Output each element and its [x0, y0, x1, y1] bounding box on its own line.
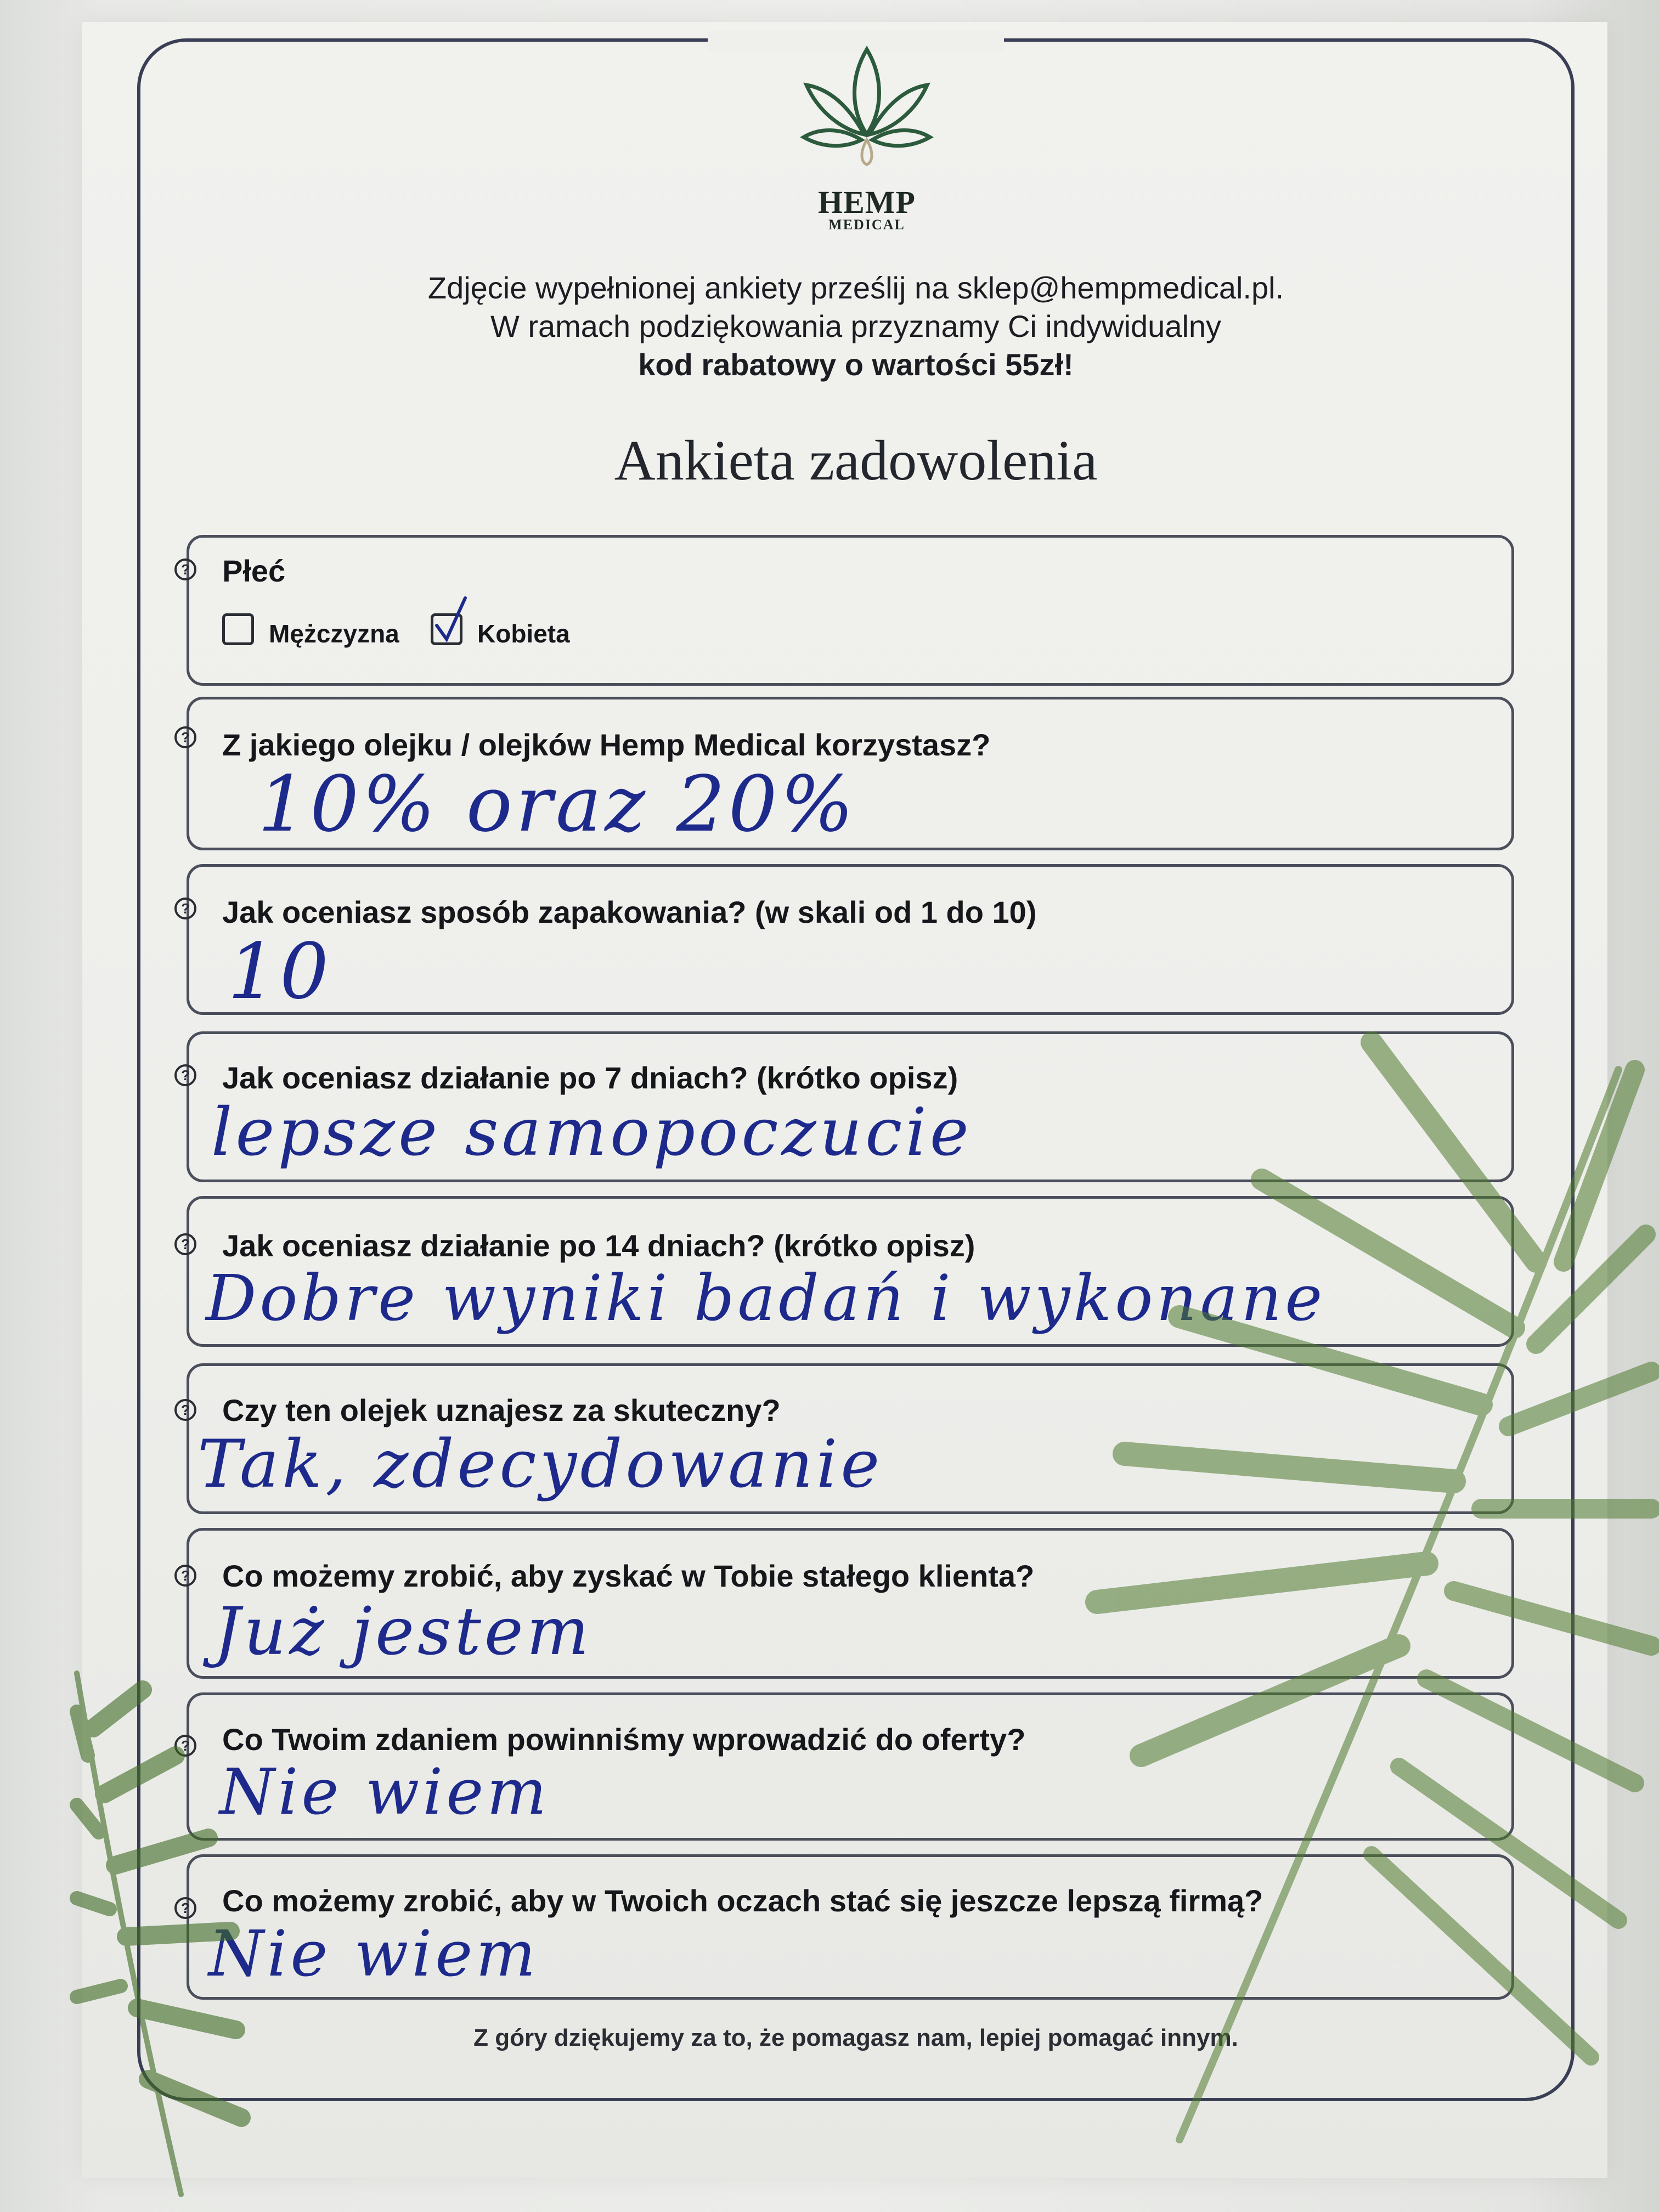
intro-line-2: W ramach podziękowania przyznamy Ci indywidualny [490, 309, 1222, 343]
option-female-label: Kobieta [477, 619, 570, 648]
option-male-label: Mężczyzna [269, 619, 399, 648]
question-mark-icon: ? [174, 1233, 196, 1255]
question-mark-icon: ? [174, 726, 196, 748]
question-mark-icon: ? [174, 1735, 196, 1757]
question-label-1: Z jakiego olejku / olejków Hemp Medical korzystasz? [222, 727, 991, 762]
answer-3[interactable]: lepsze samopoczucie [211, 1094, 972, 1171]
question-label-8: Co możemy zrobić, aby w Twoich oczach stać się jeszcze lepszą firmą? [222, 1883, 1263, 1918]
brand-subtitle: MEDICAL [828, 217, 905, 233]
question-label-7: Co Twoim zdaniem powinniśmy wprowadzić do oferty? [222, 1722, 1026, 1757]
question-mark-icon: ? [174, 898, 196, 919]
question-mark-icon: ? [174, 1399, 196, 1421]
question-mark-icon: ? [174, 1565, 196, 1587]
intro-text [307, 269, 1404, 384]
intro-line-3: kod rabatowy o wartości 55zł! [638, 347, 1074, 382]
answer-7[interactable]: Nie wiem [219, 1756, 550, 1829]
question-mark-icon: ? [174, 1897, 196, 1919]
checkbox-female[interactable] [431, 613, 462, 645]
answer-4[interactable]: Dobre wyniki badań i wykonane [206, 1262, 1326, 1335]
gender-box [187, 535, 1514, 686]
brand-name: HEMP [818, 184, 916, 220]
question-label-4: Jak oceniasz działanie po 14 dniach? (krótko opisz) [222, 1228, 975, 1263]
question-mark-icon: ? [174, 558, 196, 580]
question-label-5: Czy ten olejek uznajesz za skuteczny? [222, 1393, 781, 1427]
gender-label: Płeć [222, 554, 286, 588]
answer-1[interactable]: 10% oraz 20% [258, 760, 857, 849]
footer-thanks: Z góry dziękujemy za to, że pomagasz nam, lepiej pomagać innym. [473, 2024, 1238, 2051]
checkbox-male[interactable] [222, 613, 254, 645]
survey-title: Ankieta zadowolenia [614, 429, 1098, 492]
question-box-2 [187, 864, 1514, 1015]
intro-line-1: Zdjęcie wypełnionej ankiety prześlij na sklep@hempmedical.pl. [427, 270, 1284, 305]
answer-6[interactable]: Już jestem [214, 1594, 592, 1670]
question-label-6: Co możemy zrobić, aby zyskać w Tobie stałego klienta? [222, 1559, 1035, 1593]
question-label-2: Jak oceniasz sposób zapakowania? (w skali od 1 do 10) [222, 895, 1037, 929]
answer-5[interactable]: Tak, zdecydowanie [198, 1426, 883, 1503]
question-mark-icon: ? [174, 1064, 196, 1086]
answer-2[interactable]: 10 [228, 927, 332, 1017]
question-label-3: Jak oceniasz działanie po 7 dniach? (krótko opisz) [222, 1060, 958, 1095]
answer-8[interactable]: Nie wiem [208, 1917, 539, 1991]
check-mark-icon [431, 595, 470, 645]
